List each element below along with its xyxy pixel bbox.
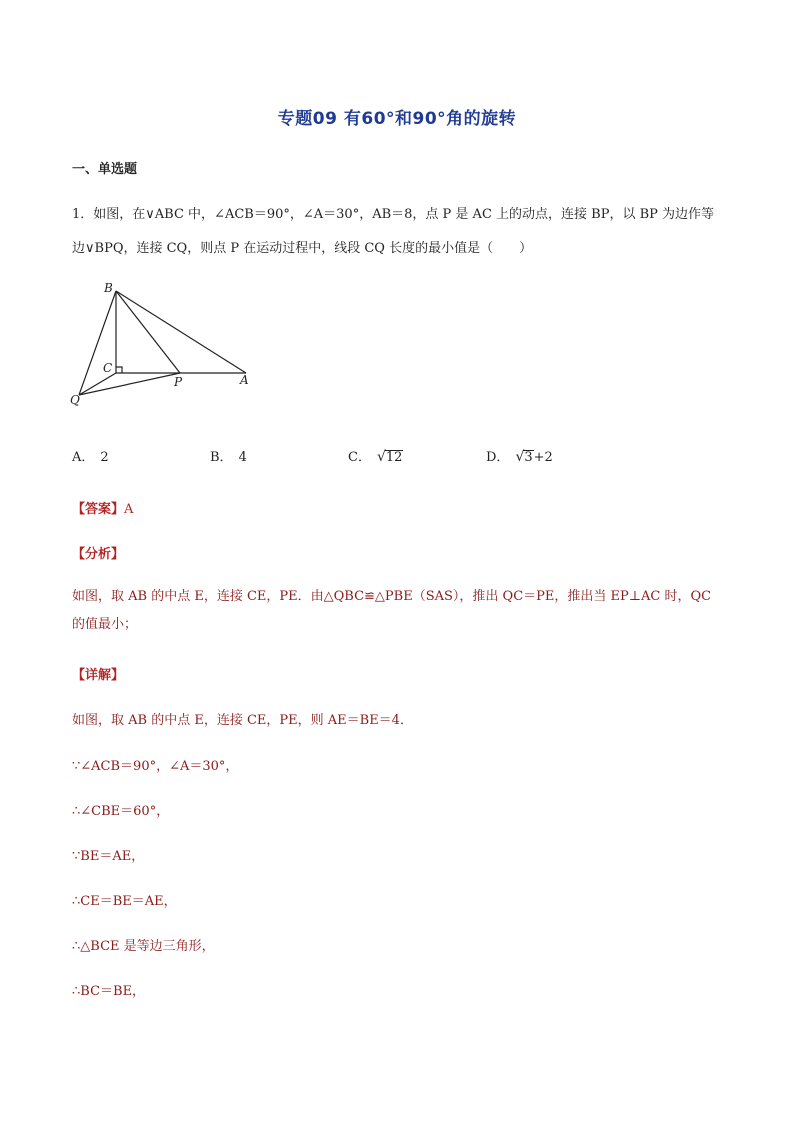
label-p: P [174, 375, 183, 389]
option-b-value: 4 [238, 450, 247, 465]
option-d-letter: D． [486, 450, 510, 465]
option-d-suffix: +2 [533, 450, 553, 465]
question-text: 1．如图，在∨ABC 中，∠ACB＝90°，∠A＝30°，AB＝8，点 P 是 AC 上的动点，连接 BP，以 BP 为边作等边∨BPQ，连接 CQ，则点 P 在运动过程中，线段 CQ 长度的最小值是（ ） [72, 207, 715, 256]
detail-line: ∵BE＝AE， [72, 849, 145, 864]
detail-line: ∴CE＝BE＝AE， [72, 894, 177, 909]
option-a-value: 2 [100, 450, 109, 465]
answer-label: 【答案】 [72, 502, 125, 517]
radical-icon: √ [376, 449, 386, 465]
right-angle-mark [116, 367, 122, 373]
option-b[interactable] [210, 446, 247, 465]
label-c: C [103, 361, 113, 375]
page-title: 专题09 有60°和90°角的旋转 [277, 109, 517, 129]
segment-bq [79, 291, 116, 395]
label-a: A [240, 373, 249, 387]
option-d-value: 3 [524, 450, 533, 465]
detail-label: 【详解】 [72, 668, 125, 683]
radical-icon: √ [515, 449, 525, 465]
answer-value: A [124, 502, 134, 517]
detail-line: ∴△BCE 是等边三角形， [72, 939, 215, 954]
geometry-figure [66, 276, 266, 412]
detail-line: ∴BC＝BE， [72, 984, 146, 999]
segment-bp [116, 291, 180, 373]
option-d[interactable] [486, 446, 553, 465]
option-c-letter: C． [348, 450, 371, 465]
option-c[interactable] [348, 446, 403, 465]
label-q: Q [70, 393, 80, 407]
segment-qc [79, 373, 116, 395]
label-b: B [104, 281, 113, 295]
option-b-letter: B． [210, 450, 233, 465]
answer-line [72, 498, 133, 517]
segment-qp [79, 373, 180, 395]
analysis-text: 如图，取 AB 的中点 E，连接 CE，PE．由△QBC≌△PBE（SAS），推出 QC＝PE，推出当 EP⊥AC 时，QC 的值最小； [72, 589, 712, 632]
detail-line: ∴∠CBE＝60°， [72, 804, 170, 819]
section-heading: 一、单选题 [72, 162, 138, 177]
option-a[interactable] [72, 446, 109, 465]
option-c-value: 12 [385, 450, 403, 465]
detail-line: 如图，取 AB 的中点 E，连接 CE，PE，则 AE＝BE＝4． [72, 713, 413, 728]
analysis-label: 【分析】 [72, 547, 125, 562]
segment-ba [116, 291, 246, 373]
detail-line: ∵∠ACB＝90°，∠A＝30°， [72, 759, 239, 774]
option-a-letter: A． [72, 450, 95, 465]
